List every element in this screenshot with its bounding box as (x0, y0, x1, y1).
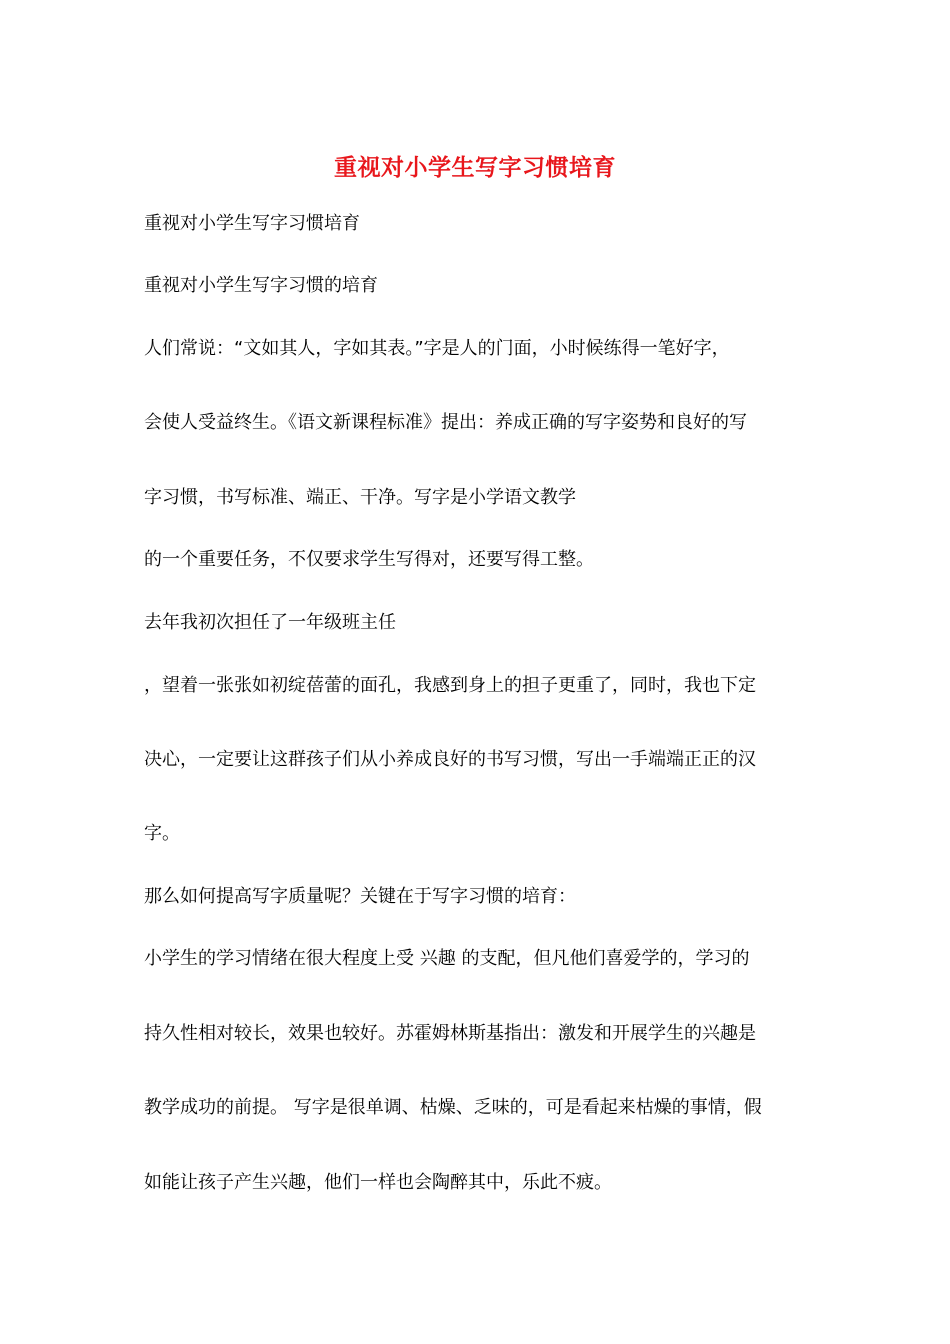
paragraph-line: 重视对小学生写字习惯的培育 (144, 275, 378, 296)
paragraph-line: 会使人受益终生。《语文新课程标准》提出：养成正确的写字姿势和良好的写 (144, 412, 747, 433)
paragraph-line: ，望着一张张如初绽蓓蕾的面孔，我感到身上的担子更重了，同时，我也下定 (144, 675, 756, 696)
paragraph-line: 那么如何提高写字质量呢？关键在于写字习惯的培育： (144, 886, 576, 907)
paragraph-line: 教学成功的前提。 写字是很单调、枯燥、乏味的，可是看起来枯燥的事情，假 (144, 1097, 762, 1118)
paragraph-line: 持久性相对较长，效果也较好。苏霍姆林斯基指出：激发和开展学生的兴趣是 (144, 1023, 756, 1044)
paragraph-line: 小学生的学习情绪在很大程度上受 兴趣 的支配，但凡他们喜爱学的，学习的 (144, 948, 750, 969)
paragraph-line: 去年我初次担任了一年级班主任 (144, 612, 396, 633)
paragraph-line: 重视对小学生写字习惯培育 (144, 213, 360, 234)
paragraph-line: 决心，一定要让这群孩子们从小养成良好的书写习惯，写出一手端端正正的汉 (144, 749, 756, 770)
paragraph-line: 字习惯，书写标准、端正、干净。写字是小学语文教学 (144, 487, 576, 508)
paragraph-line: 的一个重要任务，不仅要求学生写得对，还要写得工整。 (144, 549, 594, 570)
paragraph-line: 如能让孩子产生兴趣，他们一样也会陶醉其中，乐此不疲。 (144, 1172, 612, 1193)
paragraph-line: 字。 (144, 823, 180, 844)
document-title: 重视对小学生写字习惯培育 (334, 154, 616, 181)
paragraph-line: 人们常说：“文如其人，字如其表。”字是人的门面，小时候练得一笔好字， (144, 338, 730, 359)
